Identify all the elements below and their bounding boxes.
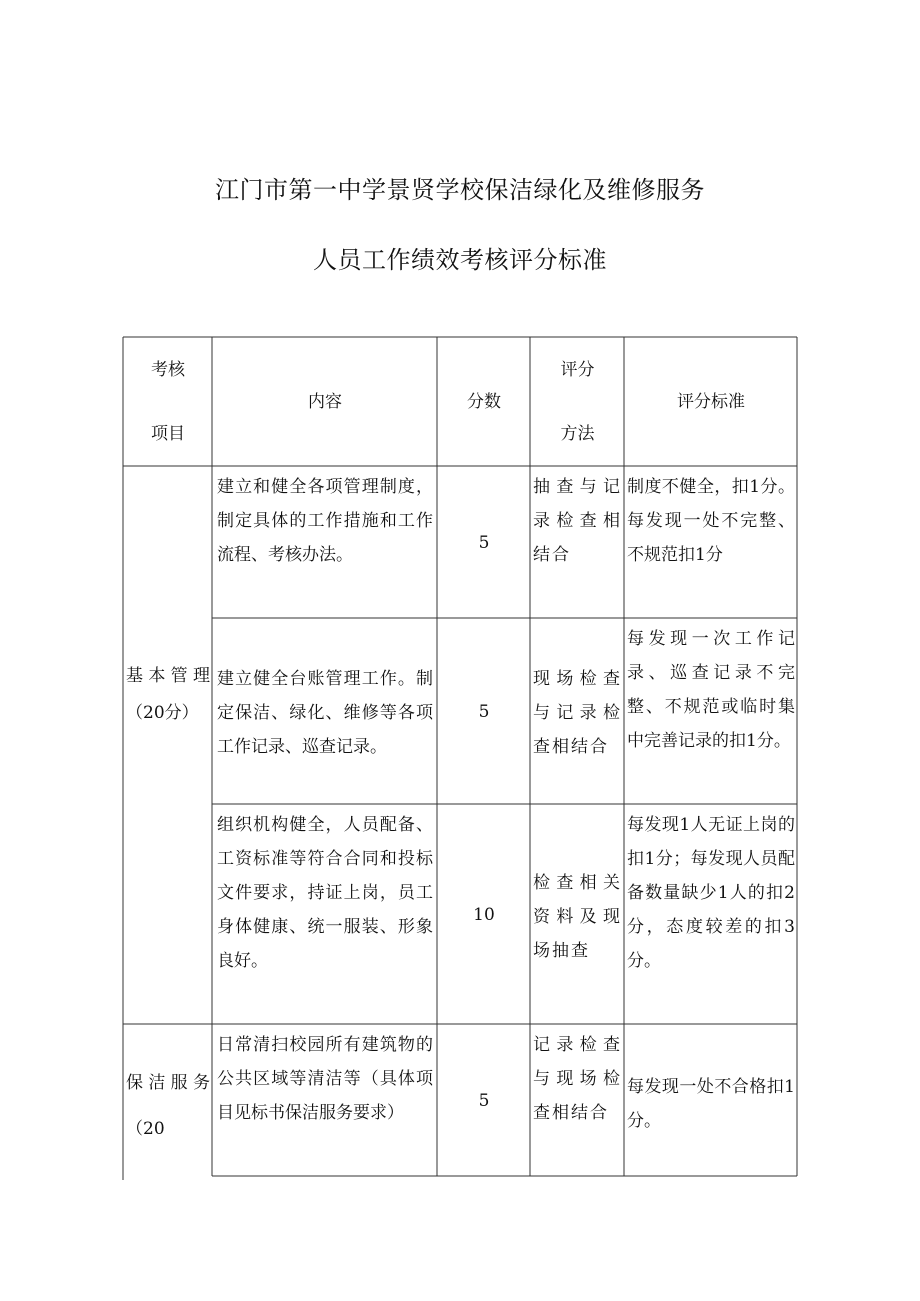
group-label-basic-management: 基本管理（20分）: [126, 666, 210, 723]
row-1-score: [438, 467, 530, 618]
header-standard: [625, 338, 797, 466]
row-1-method: 抽查与记录检查相结合: [533, 477, 622, 565]
row-2-content: 建立健全台账管理工作。制定保洁、绿化、维修等各项工作记录、巡查记录。: [217, 669, 433, 757]
row-4-standard: 每发现一处不合格扣1分。: [627, 1077, 795, 1131]
header-item-line-1: 考核: [151, 360, 185, 380]
header-score-label: 分数: [467, 392, 501, 412]
group-label-cleaning-service: 保洁服务（20: [126, 1073, 210, 1139]
row-3-content: 组织机构健全，人员配备、工资标准等符合合同和投标文件要求，持证上岗，员工身体健康、统一服装、形象良好。: [217, 815, 433, 971]
row-1-content: 建立和健全各项管理制度，制定具体的工作措施和工作流程、考核办法。: [217, 477, 433, 565]
header-item-line-2: 项目: [151, 424, 185, 444]
row-2-score-value: 5: [478, 701, 490, 722]
row-4-content: 日常清扫校园所有建筑物的公共区域等清洁等（具体项目见标书保洁服务要求）: [217, 1035, 433, 1123]
row-1-score-value: 5: [478, 532, 490, 553]
header-standard-label: 评分标准: [677, 392, 745, 412]
header-item: [124, 338, 212, 466]
header-score: [438, 338, 530, 466]
document-title-line-2: 人员工作绩效考核评分标准: [313, 246, 607, 274]
row-3-standard: 每发现1人无证上岗的扣1分；每发现人员配备数量缺少1人的扣2分，态度较差的扣3分。: [627, 815, 795, 971]
row-2-method: 现场检查与记录检查相结合: [533, 669, 622, 757]
row-2-score: [438, 619, 530, 804]
header-method-line-1: 评分: [560, 360, 595, 380]
row-3-method: 检查相关资料及现场抽查: [533, 873, 622, 961]
header-method-line-2: 方法: [560, 424, 595, 444]
row-3-score-value: 10: [473, 904, 495, 925]
row-4-score: [438, 1025, 530, 1176]
document-title-line-1: 江门市第一中学景贤学校保洁绿化及维修服务: [215, 176, 705, 204]
header-content: [213, 338, 437, 466]
row-2-standard: 每发现一次工作记录、巡查记录不完整、不规范或临时集中完善记录的扣1分。: [627, 629, 795, 751]
row-3-score: [438, 805, 530, 1024]
row-4-method: 记录检查与现场检查相结合: [533, 1035, 622, 1123]
header-content-label: 内容: [308, 392, 342, 412]
row-1-standard: 制度不健全，扣1分。每发现一处不完整、不规范扣1分: [627, 477, 795, 565]
header-method: [531, 338, 624, 466]
row-4-score-value: 5: [478, 1090, 490, 1111]
